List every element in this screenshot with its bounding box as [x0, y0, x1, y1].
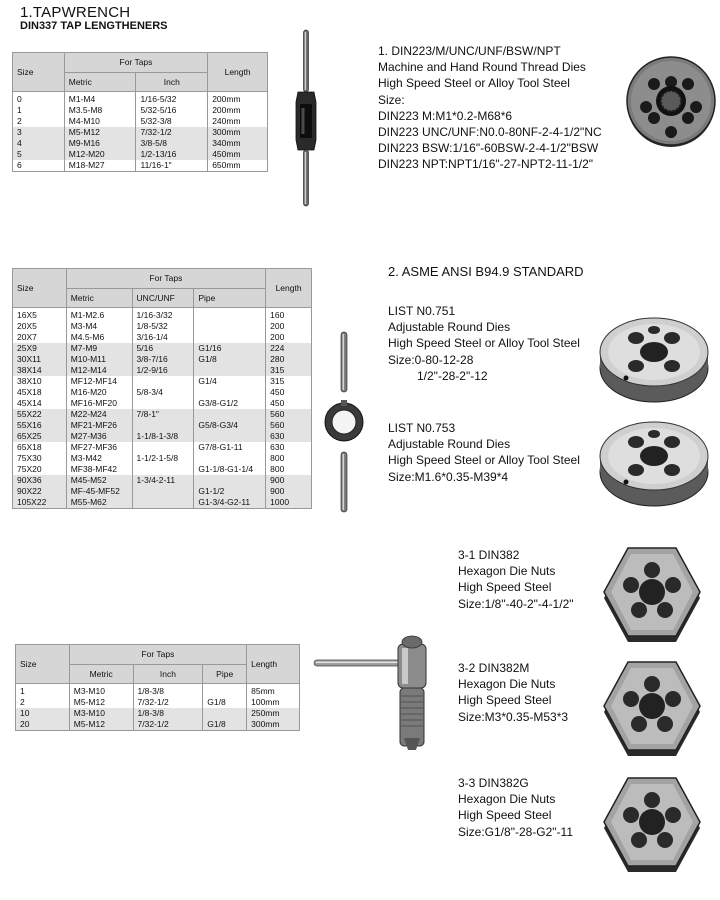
- table-cell: 1-1/8-1-3/8: [132, 431, 194, 442]
- tap-lengthener-table: [12, 52, 268, 172]
- table-cell: 55X22: [13, 409, 67, 420]
- table-row: [13, 160, 268, 172]
- din382g-description: 3-3 DIN382G Hexagon Die Nuts High Speed Steel Size:G1/8"-28-G2"-11: [458, 776, 574, 839]
- table-cell: 1-3/4-2-11: [132, 475, 194, 486]
- table-row: [16, 719, 300, 731]
- table-cell: MF38-MF42: [66, 464, 132, 475]
- table-cell: 450: [266, 398, 312, 409]
- table-cell: [194, 365, 266, 376]
- hex-die-nut-image-din382m: [600, 658, 704, 762]
- col-unc-unf: UNC/UNF: [132, 289, 194, 308]
- tap-wrench-image: [286, 28, 326, 208]
- table-cell: 200mm: [208, 92, 268, 106]
- adjustable-die-image-753: [598, 416, 710, 508]
- table-cell: M5-M12: [69, 719, 133, 731]
- din382m-description: 3-2 DIN382M Hexagon Die Nuts High Speed Steel Size:M3*0.35-M53*3: [458, 661, 569, 724]
- table-cell: 1/16-5/32: [136, 92, 208, 106]
- table-row: [13, 332, 312, 343]
- table-cell: M16-M20: [66, 387, 132, 398]
- table-cell: G3/8-G1/2: [194, 398, 266, 409]
- table-cell: 900: [266, 486, 312, 497]
- section-title: 1.TAPWRENCH: [20, 4, 131, 21]
- table-cell: 650mm: [208, 160, 268, 172]
- table-cell: 5/32-3/8: [136, 116, 208, 127]
- table-cell: 105X22: [13, 497, 67, 509]
- table-cell: 3/8-5/8: [136, 138, 208, 149]
- table-cell: MF12-MF14: [66, 376, 132, 387]
- table-row: [13, 149, 268, 160]
- table-cell: 800: [266, 453, 312, 464]
- table-cell: 3/16-1/4: [132, 332, 194, 343]
- table-cell: 85mm: [247, 684, 300, 698]
- col-length: Length: [266, 269, 312, 308]
- table-cell: 340mm: [208, 138, 268, 149]
- table-cell: [194, 453, 266, 464]
- table-row: [13, 431, 312, 442]
- table-cell: 315: [266, 376, 312, 387]
- table-cell: 560: [266, 420, 312, 431]
- table-cell: 2: [13, 116, 65, 127]
- table-cell: 11/16-1": [136, 160, 208, 172]
- table-row: [13, 308, 312, 322]
- table-cell: 65X18: [13, 442, 67, 453]
- table-cell: MF-45-MF52: [66, 486, 132, 497]
- table-cell: 75X30: [13, 453, 67, 464]
- table-cell: 1/2-13/16: [136, 149, 208, 160]
- table-cell: M3.5-M8: [64, 105, 136, 116]
- table-cell: 100mm: [247, 697, 300, 708]
- for-taps-header: For Taps: [64, 53, 207, 73]
- table-cell: 38X14: [13, 365, 67, 376]
- list751-description: LIST N0.751 Adjustable Round Dies High Speed Steel or Alloy Tool Steel Size:0-80-12-28 1/2"-28-2"-12: [388, 304, 580, 383]
- table-row: [16, 684, 300, 698]
- table-cell: 10: [16, 708, 70, 719]
- table-cell: 1-1/2-1-5/8: [132, 453, 194, 464]
- table-cell: G1/8: [203, 697, 247, 708]
- table-cell: 1/16-3/32: [132, 308, 194, 322]
- table-cell: 90X36: [13, 475, 67, 486]
- table-cell: [132, 376, 194, 387]
- table-cell: 160: [266, 308, 312, 322]
- table-row: [16, 708, 300, 719]
- table-cell: 630: [266, 431, 312, 442]
- table-cell: 200mm: [208, 105, 268, 116]
- table-cell: 75X20: [13, 464, 67, 475]
- table-cell: G1/4: [194, 376, 266, 387]
- table-row: [13, 464, 312, 475]
- table-cell: G1-3/4-G2-11: [194, 497, 266, 509]
- table-row: [13, 105, 268, 116]
- table-cell: M3-M10: [69, 708, 133, 719]
- table-cell: [194, 431, 266, 442]
- table-cell: M22-M24: [66, 409, 132, 420]
- table-cell: 1: [16, 684, 70, 698]
- table-cell: 240mm: [208, 116, 268, 127]
- table-row: [16, 697, 300, 708]
- table-cell: [194, 332, 266, 343]
- table-cell: 7/32-1/2: [133, 697, 203, 708]
- table-cell: [203, 708, 247, 719]
- table-row: [13, 420, 312, 431]
- table-cell: 250mm: [247, 708, 300, 719]
- die-stock-image: [322, 330, 366, 514]
- table-cell: 5/16: [132, 343, 194, 354]
- table-cell: 800: [266, 464, 312, 475]
- table-row: [13, 497, 312, 509]
- hex-die-nut-image-din382: [600, 544, 704, 648]
- table-cell: MF27-MF36: [66, 442, 132, 453]
- din223-description: 1. DIN223/M/UNC/UNF/BSW/NPT Machine and Hand Round Thread Dies High Speed Steel or Alloy Tool Steel Size: DIN223 M:M1*0.2-M68*6 DIN223 UNC/UNF:N0.0-80NF-2-4-1/2"NC DIN223 BSW:1/16"-60BSW-2-4-1/2"BSW DIN223 NPT:NPT1/16"-27-NPT2-11-1/2": [378, 44, 602, 172]
- table-cell: M3-M42: [66, 453, 132, 464]
- table-cell: M7-M9: [66, 343, 132, 354]
- table-row: [13, 354, 312, 365]
- table-cell: M5-M12: [64, 127, 136, 138]
- table-cell: G7/8-G1-11: [194, 442, 266, 453]
- col-pipe: Pipe: [194, 289, 266, 308]
- table-row: [13, 453, 312, 464]
- table-cell: M9-M16: [64, 138, 136, 149]
- table-cell: 30X11: [13, 354, 67, 365]
- table-cell: M18-M27: [64, 160, 136, 172]
- table-cell: 5/8-3/4: [132, 387, 194, 398]
- table-cell: [194, 409, 266, 420]
- table-cell: 300mm: [208, 127, 268, 138]
- table-cell: [132, 486, 194, 497]
- table-row: [13, 475, 312, 486]
- table-cell: 1000: [266, 497, 312, 509]
- table-cell: 280: [266, 354, 312, 365]
- table-cell: 5/32-5/16: [136, 105, 208, 116]
- table-cell: [194, 308, 266, 322]
- table-cell: M10-M11: [66, 354, 132, 365]
- table-cell: [194, 321, 266, 332]
- table-row: [13, 365, 312, 376]
- table-cell: 1/8-3/8: [133, 708, 203, 719]
- table-cell: 4: [13, 138, 65, 149]
- table-cell: 200: [266, 332, 312, 343]
- table-cell: M3-M10: [69, 684, 133, 698]
- table-cell: M12-M20: [64, 149, 136, 160]
- round-die-image: [624, 54, 718, 148]
- col-pipe: Pipe: [203, 665, 247, 684]
- table-cell: [132, 464, 194, 475]
- table-cell: M55-M62: [66, 497, 132, 509]
- table-row: [13, 409, 312, 420]
- col-size: Size: [16, 645, 70, 684]
- col-length: Length: [208, 53, 268, 92]
- col-inch: Inch: [133, 665, 203, 684]
- col-length: Length: [247, 645, 300, 684]
- table-cell: 3/8-7/16: [132, 354, 194, 365]
- table-row: [13, 321, 312, 332]
- table-cell: 20X5: [13, 321, 67, 332]
- adjustable-die-image-751: [598, 312, 710, 404]
- table-cell: 45X14: [13, 398, 67, 409]
- table-cell: 1: [13, 105, 65, 116]
- table-cell: [194, 387, 266, 398]
- table-row: [13, 116, 268, 127]
- table-row: [13, 343, 312, 354]
- table-cell: 45X18: [13, 387, 67, 398]
- table-cell: M27-M36: [66, 431, 132, 442]
- t-handle-wrench-table: [15, 644, 300, 731]
- die-stock-table: [12, 268, 312, 509]
- table-cell: 0: [13, 92, 65, 106]
- table-cell: 450mm: [208, 149, 268, 160]
- table-cell: M4.5-M6: [66, 332, 132, 343]
- table-cell: 2: [16, 697, 70, 708]
- table-cell: 7/32-1/2: [136, 127, 208, 138]
- table-cell: G1/16: [194, 343, 266, 354]
- table-cell: 560: [266, 409, 312, 420]
- table-row: [13, 442, 312, 453]
- table-cell: MF16-MF20: [66, 398, 132, 409]
- for-taps-header: For Taps: [66, 269, 265, 289]
- col-size: Size: [13, 269, 67, 308]
- table-cell: [132, 442, 194, 453]
- table-row: [13, 92, 268, 106]
- table-cell: 1/2-9/16: [132, 365, 194, 376]
- table-row: [13, 376, 312, 387]
- table-cell: 20X7: [13, 332, 67, 343]
- table-cell: 65X25: [13, 431, 67, 442]
- table-cell: G5/8-G3/4: [194, 420, 266, 431]
- table-cell: 300mm: [247, 719, 300, 731]
- table-cell: 38X10: [13, 376, 67, 387]
- table-cell: 630: [266, 442, 312, 453]
- asme-title: 2. ASME ANSI B94.9 STANDARD: [388, 264, 584, 279]
- table-cell: 7/8-1": [132, 409, 194, 420]
- table-cell: G1/8: [203, 719, 247, 731]
- table-cell: [132, 497, 194, 509]
- table-cell: 90X22: [13, 486, 67, 497]
- table-cell: 3: [13, 127, 65, 138]
- col-inch: Inch: [136, 73, 208, 92]
- table-cell: 224: [266, 343, 312, 354]
- col-metric: Metric: [64, 73, 136, 92]
- hex-die-nut-image-din382g: [600, 774, 704, 878]
- table-cell: M1-M4: [64, 92, 136, 106]
- table-cell: 900: [266, 475, 312, 486]
- din382-description: 3-1 DIN382 Hexagon Die Nuts High Speed Steel Size:1/8"-40-2"-4-1/2": [458, 548, 574, 611]
- col-size: Size: [13, 53, 65, 92]
- table-cell: M45-M52: [66, 475, 132, 486]
- table-cell: [194, 475, 266, 486]
- table-cell: 1/8-3/8: [133, 684, 203, 698]
- table-cell: 450: [266, 387, 312, 398]
- table-cell: M5-M12: [69, 697, 133, 708]
- table-cell: M12-M14: [66, 365, 132, 376]
- table-row: [13, 127, 268, 138]
- table-cell: G1-1/8-G1-1/4: [194, 464, 266, 475]
- table-cell: M1-M2.6: [66, 308, 132, 322]
- table-cell: [132, 420, 194, 431]
- table-cell: 55X16: [13, 420, 67, 431]
- table-row: [13, 387, 312, 398]
- table-cell: 20: [16, 719, 70, 731]
- col-metric: Metric: [69, 665, 133, 684]
- t-handle-wrench-image: [312, 634, 452, 754]
- col-metric: Metric: [66, 289, 132, 308]
- table-cell: 315: [266, 365, 312, 376]
- table-cell: G1/8: [194, 354, 266, 365]
- table-cell: 7/32-1/2: [133, 719, 203, 731]
- table-row: [13, 138, 268, 149]
- table-cell: 200: [266, 321, 312, 332]
- table-row: [13, 486, 312, 497]
- table-cell: [132, 398, 194, 409]
- table-cell: G1-1/2: [194, 486, 266, 497]
- section-subtitle: DIN337 TAP LENGTHENERS: [20, 20, 168, 32]
- table-cell: 25X9: [13, 343, 67, 354]
- table-row: [13, 398, 312, 409]
- table-cell: 16X5: [13, 308, 67, 322]
- list753-description: LIST N0.753 Adjustable Round Dies High Speed Steel or Alloy Tool Steel Size:M1.6*0.35-M39*4: [388, 421, 580, 484]
- table-cell: M3-M4: [66, 321, 132, 332]
- table-cell: [203, 684, 247, 698]
- table-cell: M4-M10: [64, 116, 136, 127]
- table-cell: 1/8-5/32: [132, 321, 194, 332]
- table-cell: 6: [13, 160, 65, 172]
- table-cell: MF21-MF26: [66, 420, 132, 431]
- table-cell: 5: [13, 149, 65, 160]
- for-taps-header: For Taps: [69, 645, 246, 665]
